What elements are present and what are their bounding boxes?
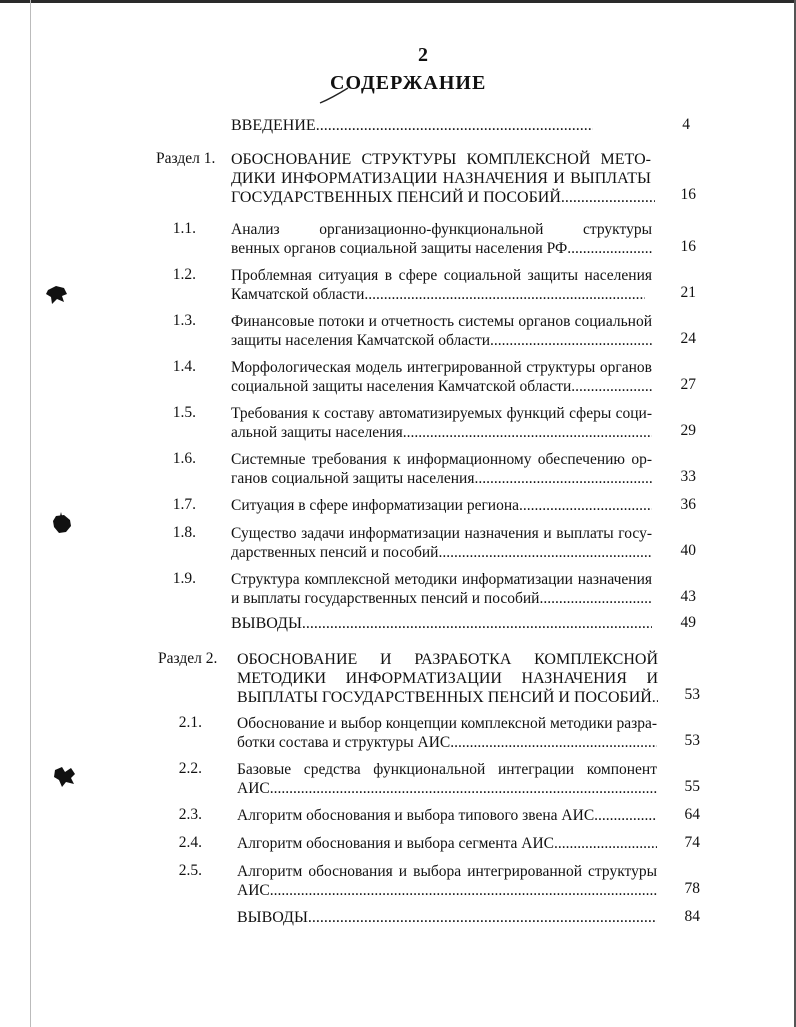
leader-dots [316,116,593,135]
toc-page-ref: 33 [680,468,696,485]
page-number: 2 [418,44,428,66]
toc-entry-label: ВЫВОДЫ [231,615,302,632]
toc-page-ref: 29 [680,422,696,439]
toc-page-ref: 64 [684,806,700,823]
leader-dots [554,834,657,853]
toc-item-line: Анализ организационно-функциональной структуры [231,221,652,238]
toc-page-ref: 53 [684,732,700,749]
toc-item-line: АИС [237,780,270,797]
section-title-line: ВЫПЛАТЫ ГОСУДАРСТВЕННЫХ ПЕНСИЙ И ПОСОБИЙ [237,689,652,706]
toc-item[interactable] [237,806,657,825]
toc-item-number: 2.3. [178,806,202,823]
toc-item-number: 1.5. [172,404,196,421]
toc-page-ref: 16 [680,238,696,255]
toc-item-line: Базовые средства функциональной интеграции компонент [237,761,657,778]
toc-item[interactable] [231,496,652,515]
toc-item-line: Проблемная ситуация в сфере социальной защиты населения [231,267,652,284]
toc-item-number: 1.4. [172,358,196,375]
leader-dots [474,469,652,488]
toc-section-title[interactable] [231,150,651,207]
toc-item-line: социальной защиты населения Камчатской области [231,378,572,395]
toc-item[interactable] [231,524,652,562]
leader-dots [450,733,657,752]
toc-item-line: альной защиты населения [231,424,403,441]
toc-item[interactable] [231,266,652,304]
ink-blot-icon [50,512,74,536]
toc-item-number: 2.2. [178,760,202,777]
toc-entry-label: ВВЕДЕНИЕ [231,117,316,134]
leader-dots [539,589,652,608]
section-title-line: МЕТОДИКИ ИНФОРМАТИЗАЦИИ НАЗНАЧЕНИЯ И [237,670,658,687]
toc-item[interactable] [237,834,657,853]
section-title-line: ГОСУДАРСТВЕННЫХ ПЕНСИЙ И ПОСОБИЙ [231,189,561,206]
leader-dots [438,543,652,562]
section-label: Раздел 2. [158,650,218,667]
scan-edge-top [0,0,796,3]
toc-item-number: 2.1. [178,714,202,731]
page-title: СОДЕРЖАНИЕ [330,72,487,94]
toc-item-line: АИС [237,882,270,899]
toc-page-ref: 27 [680,376,696,393]
toc-page-ref: 40 [680,542,696,559]
ink-blot-icon [44,282,70,308]
section-title-line: ОБОСНОВАНИЕ И РАЗРАБОТКА КОМПЛЕКСНОЙ [237,651,658,668]
leader-dots [364,285,645,304]
toc-entry-conclusions[interactable] [237,908,657,927]
toc-item[interactable] [231,404,652,442]
leader-dots [490,331,652,350]
scan-edge-left [30,0,31,1027]
toc-page-ref: 49 [680,614,696,631]
toc-item-line: ботки состава и структуры АИС [237,734,451,751]
toc-item-line: Обоснование и выбор концепции комплексной методики разра- [237,715,657,732]
toc-entry-conclusions[interactable] [231,614,652,633]
toc-page-ref: 55 [684,778,700,795]
leader-dots [308,908,657,927]
toc-item-line: Структура комплексной методики информатизации назначения [231,571,652,588]
toc-page-ref: 84 [684,908,700,925]
toc-item[interactable] [231,450,652,488]
toc-item-line: ганов социальной защиты населения [231,470,475,487]
toc-item-number: 1.9. [172,570,196,587]
toc-item[interactable] [231,220,652,258]
toc-item[interactable] [231,358,652,396]
leader-dots [594,806,657,825]
toc-item[interactable] [237,714,657,752]
toc-section-title[interactable] [237,650,658,707]
toc-item[interactable] [231,312,652,350]
toc-item-line: Финансовые потоки и отчетность системы органов социальной [231,313,652,330]
toc-item-line: и выплаты государственных пенсий и пособий [231,590,540,607]
toc-item-line: защиты населения Камчатской области [231,332,491,349]
toc-item-line: Требования к составу автоматизируемых функций сферы соци- [231,405,652,422]
toc-item-line: Алгоритм обоснования и выбора типового звена АИС [237,807,595,824]
toc-page-ref: 16 [680,186,696,203]
toc-item-number: 2.5. [178,862,202,879]
toc-item-number: 1.8. [172,524,196,541]
toc-item-number: 2.4. [178,834,202,851]
leader-dots [519,496,652,515]
toc-page-ref: 24 [680,330,696,347]
toc-entry-label: ВЫВОДЫ [237,909,308,926]
toc-item-number: 1.6. [172,450,196,467]
toc-page-ref: 53 [684,686,700,703]
toc-item-line: Существо задачи информатизации назначения и выплаты госу- [231,525,652,542]
toc-item-number: 1.7. [172,496,196,513]
toc-item-line: Алгоритм обоснования и выбора интегрированной структуры [237,863,657,880]
toc-item[interactable] [237,760,657,798]
toc-item-line: Алгоритм обоснования и выбора сегмента АИС [237,835,555,852]
toc-item-line: Системные требования к информационному обеспечению ор- [231,451,652,468]
toc-page-ref: 21 [680,284,696,301]
leader-dots [270,881,657,900]
toc-page-ref: 36 [680,496,696,513]
toc-item-line: Ситуация в сфере информатизации региона [231,497,520,514]
section-title-line: ОБОСНОВАНИЕ СТРУКТУРЫ КОМПЛЕКСНОЙ МЕТО- [231,151,651,168]
section-title-line: ДИКИ ИНФОРМАТИЗАЦИИ НАЗНАЧЕНИЯ И ВЫПЛАТЫ [231,170,651,187]
toc-entry-intro[interactable] [231,116,593,135]
toc-item-number: 1.3. [172,312,196,329]
leader-dots [403,423,652,442]
leader-dots [567,239,652,258]
toc-item[interactable] [237,862,657,900]
leader-dots [302,614,652,633]
leader-dots [270,779,657,798]
toc-page-ref: 4 [682,116,690,133]
toc-item-line: Камчатской области [231,286,365,303]
section-label: Раздел 1. [156,150,216,167]
toc-item-number: 1.2. [172,266,196,283]
toc-page-ref: 78 [684,880,700,897]
leader-dots [561,188,655,207]
toc-item-line: венных органов социальной защиты населения РФ [231,240,568,257]
toc-page-ref: 74 [684,834,700,851]
leader-dots [652,688,658,707]
toc-item[interactable] [231,570,652,608]
toc-item-line: дарственных пенсий и пособий [231,544,439,561]
ink-blot-icon [52,764,78,790]
leader-dots [571,377,652,396]
toc-page-ref: 43 [680,588,696,605]
toc-item-line: Морфологическая модель интегрированной структуры органов [231,359,652,376]
toc-item-number: 1.1. [172,220,196,237]
